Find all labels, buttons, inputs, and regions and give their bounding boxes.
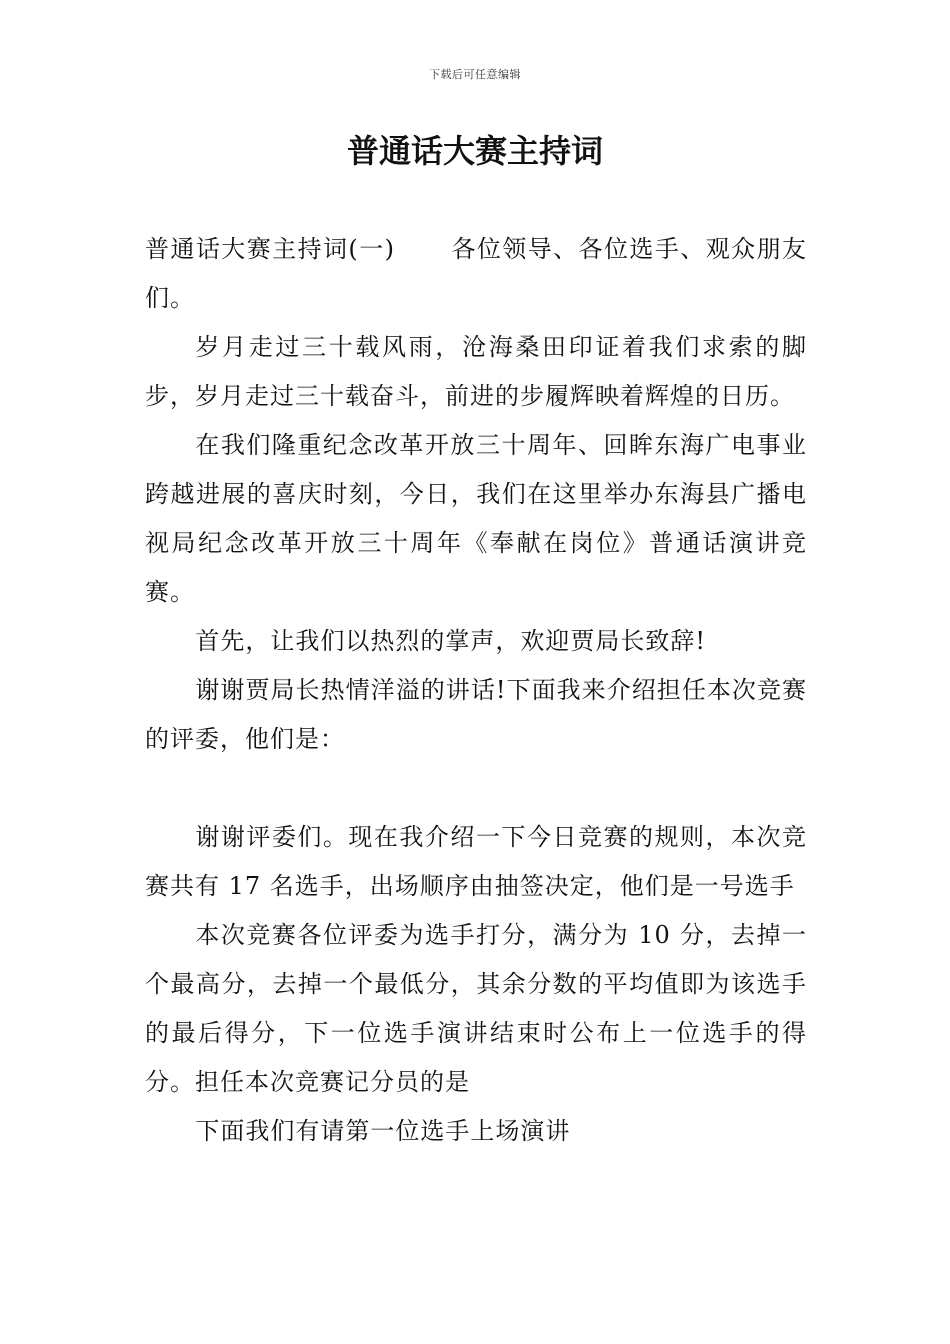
paragraph-scoring: 本次竞赛各位评委为选手打分，满分为 10 分，去掉一个最高分，去掉一个最低分，其余分数的平均值即为该选手的最后得分，下一位选手演讲结束时公布上一位选手的得分。担任本次竞赛记分员的是 [145,921,807,1096]
paragraph-first-contestant: 下面我们有请第一位选手上场演讲 [195,1117,571,1145]
paragraph-welcome: 首先，让我们以热烈的掌声，欢迎贾局长致辞! [195,627,707,655]
header-note: 下载后可任意编辑 [429,68,521,81]
paragraph-years: 岁月走过三十载风雨，沧海桑田印证着我们求索的脚步，岁月走过三十载奋斗，前进的步履辉映着辉煌的日历。 [145,333,807,410]
document-body [145,225,807,1156]
blank-line [145,764,807,813]
intro-paragraph [145,225,807,323]
document-title: 普通话大赛主持词 [346,132,603,170]
paragraph-judges-intro: 谢谢贾局长热情洋溢的讲话!下面我来介绍担任本次竞赛的评委，他们是： [145,676,807,753]
paragraph-rules: 谢谢评委们。现在我介绍一下今日竞赛的规则，本次竞赛共有 17 名选手，出场顺序由抽签决定，他们是一号选手 [145,823,807,900]
intro-heading: 普通话大赛主持词(一) [145,235,396,263]
paragraph-occasion: 在我们隆重纪念改革开放三十周年、回眸东海广电事业跨越进展的喜庆时刻，今日，我们在这里举办东海县广播电视局纪念改革开放三十周年《奉献在岗位》普通话演讲竞赛。 [145,431,807,606]
intro-greeting: 各位领导、各位选手、观众朋友们。 [145,235,808,312]
